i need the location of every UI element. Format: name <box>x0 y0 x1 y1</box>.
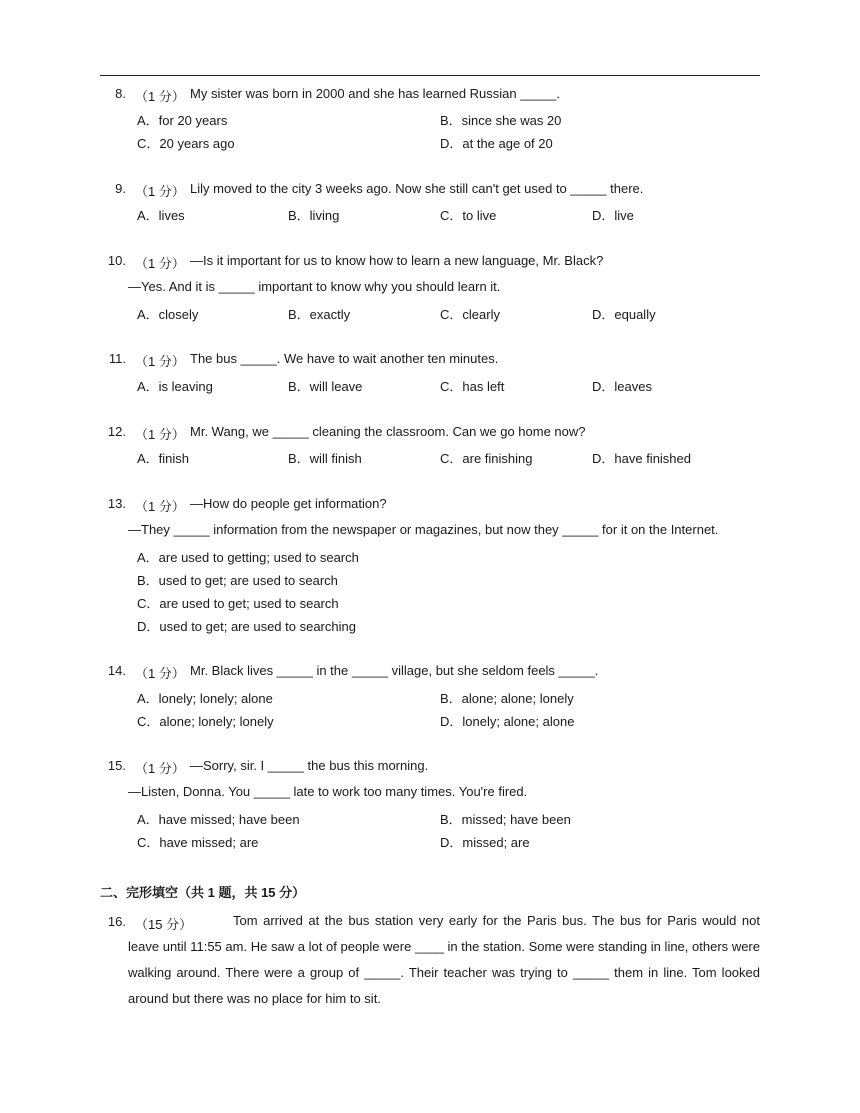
question-number: 8. <box>115 86 126 101</box>
option-a: A．for 20 years <box>137 113 228 128</box>
passage-text: Tom arrived at the bus station very early for the Paris bus. The bus for Paris would not leave until 11:55 am. He saw a lot of people were ____ in the station. Some were standing in line, others were walking around. There were a group of _____. Their teacher was trying to _____ them in line. Tom looked around but there was no place for him to sit. <box>128 913 760 1006</box>
question-stem: Mr. Black lives _____ in the _____ village, but she seldom feels _____. <box>190 663 599 678</box>
option-b: B．living <box>288 208 340 223</box>
question-score: （1 分） <box>135 499 185 514</box>
question-score: （15 分） <box>135 917 193 932</box>
option-a: A．is leaving <box>137 379 213 394</box>
option-a: A．closely <box>137 307 199 322</box>
question-number: 10. <box>107 253 126 268</box>
question-score: （1 分） <box>135 427 185 442</box>
question-score: （1 分） <box>135 666 185 681</box>
question-score: （1 分） <box>135 354 185 369</box>
question-score: （1 分） <box>135 89 185 104</box>
option-d: D．lonely; alone; alone <box>440 714 575 729</box>
section-title: 二、完形填空（共 1 题，共 15 分） <box>100 885 306 900</box>
question-stem: My sister was born in 2000 and she has learned Russian _____. <box>190 86 560 101</box>
question-score: （1 分） <box>135 761 185 776</box>
question-stem: The bus _____. We have to wait another ten minutes. <box>190 351 499 366</box>
option-c: C．has left <box>440 379 505 394</box>
question-line-2: —Listen, Donna. You _____ late to work too many times. You're fired. <box>128 784 528 799</box>
question-line-2: —They _____ information from the newspaper or magazines, but now they _____ for it on the Internet. <box>128 522 719 537</box>
question-stem: Mr. Wang, we _____ cleaning the classroom. Can we go home now? <box>190 424 586 439</box>
question-stem: —How do people get information? <box>190 496 387 511</box>
question-number: 13. <box>107 496 126 511</box>
question-score: （1 分） <box>135 184 185 199</box>
option-a: A．finish <box>137 451 190 466</box>
option-c: C．clearly <box>440 307 500 322</box>
question-number: 16. <box>107 914 126 929</box>
option-b: B．will leave <box>288 379 363 394</box>
question-number: 14. <box>107 663 126 678</box>
option-b: B．missed; have been <box>440 812 571 827</box>
question-stem: —Sorry, sir. I _____ the bus this morning. <box>190 758 429 773</box>
option-d: D．missed; are <box>440 835 530 850</box>
option-b: B．since she was 20 <box>440 113 562 128</box>
question-number: 11. <box>108 351 126 366</box>
option-a: A．lives <box>137 208 185 223</box>
question-number: 15. <box>107 758 126 773</box>
question-number: 12. <box>107 424 126 439</box>
question-line-2: —Yes. And it is _____ important to know why you should learn it. <box>128 279 501 294</box>
option-b: B．used to get; are used to search <box>137 573 338 588</box>
option-c: C．20 years ago <box>137 136 235 151</box>
question-stem: —Is it important for us to know how to learn a new language, Mr. Black? <box>190 253 604 268</box>
option-c: C．to live <box>440 208 497 223</box>
option-d: D．at the age of 20 <box>440 136 553 151</box>
option-a: A．have missed; have been <box>137 812 300 827</box>
option-d: D．used to get; are used to searching <box>137 619 356 634</box>
option-c: C．alone; lonely; lonely <box>137 714 274 729</box>
option-b: B．will finish <box>288 451 362 466</box>
option-b: B．exactly <box>288 307 351 322</box>
option-a: A．are used to getting; used to search <box>137 550 359 565</box>
option-d: D．equally <box>592 307 656 322</box>
option-c: C．have missed; are <box>137 835 259 850</box>
option-d: D．live <box>592 208 634 223</box>
option-a: A．lonely; lonely; alone <box>137 691 273 706</box>
option-c: C．are finishing <box>440 451 533 466</box>
option-d: D．leaves <box>592 379 652 394</box>
option-b: B．alone; alone; lonely <box>440 691 574 706</box>
question-number: 9. <box>115 181 126 196</box>
header-rule <box>100 75 760 76</box>
option-c: C．are used to get; used to search <box>137 596 339 611</box>
option-d: D．have finished <box>592 451 691 466</box>
question-score: （1 分） <box>135 256 185 271</box>
question-stem: Lily moved to the city 3 weeks ago. Now she still can't get used to _____ there. <box>190 181 644 196</box>
